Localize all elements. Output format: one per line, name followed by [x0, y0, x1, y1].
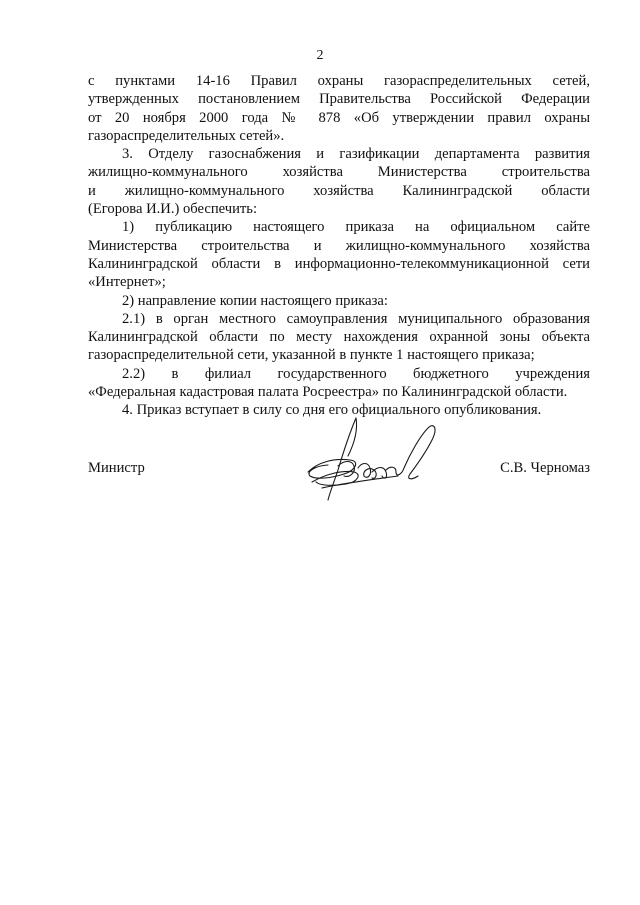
text-line: 2) направление копии настоящего приказа: [122, 292, 388, 309]
text-line: «Интернет»; [88, 274, 166, 291]
text-line: Калининградской области по месту нахождения охранной зоны объекта [88, 329, 590, 346]
text-line: 2.1) в орган местного самоуправления муниципального образования [122, 310, 590, 327]
text-line: от 20 ноября 2000 года № 878 «Об утверждении правил охраны [88, 109, 590, 126]
position-title: Министр [88, 460, 145, 476]
text-line: 3. Отделу газоснабжения и газификации департамента развития [122, 146, 590, 163]
text-line: и жилищно-коммунального хозяйства Калининградской области [88, 182, 590, 199]
text-line: газораспределительных сетей». [88, 127, 285, 144]
text-line: 1) публикацию настоящего приказа на официальном сайте [122, 219, 590, 236]
handwritten-signature [298, 410, 448, 510]
text-line: Министерства строительства и жилищно-коммунального хозяйства [88, 237, 590, 254]
text-line: 2.2) в филиал государственного бюджетного учреждения [122, 365, 590, 382]
page-number: 2 [316, 48, 324, 63]
text-line: утвержденных постановлением Правительства Российской Федерации [88, 91, 590, 108]
text-line: жилищно-коммунального хозяйства Министерства строительства [88, 164, 590, 181]
text-line: 4. Приказ вступает в силу со дня его официального опубликования. [122, 402, 542, 419]
text-line: (Егорова И.И.) обеспечить: [88, 201, 258, 218]
text-line: с пунктами 14-16 Правил охраны газораспределительных сетей, [88, 73, 590, 89]
text-line: Калининградской области в информационно-телекоммуникационной сети [88, 255, 590, 272]
text-line: «Федеральная кадастровая палата Росреестра» по Калининградской области. [88, 384, 568, 401]
signatory-name: С.В. Черномаз [500, 460, 590, 476]
text-line: газораспределительной сети, указанной в пункте 1 настоящего приказа; [88, 347, 535, 364]
document-body [88, 72, 590, 420]
